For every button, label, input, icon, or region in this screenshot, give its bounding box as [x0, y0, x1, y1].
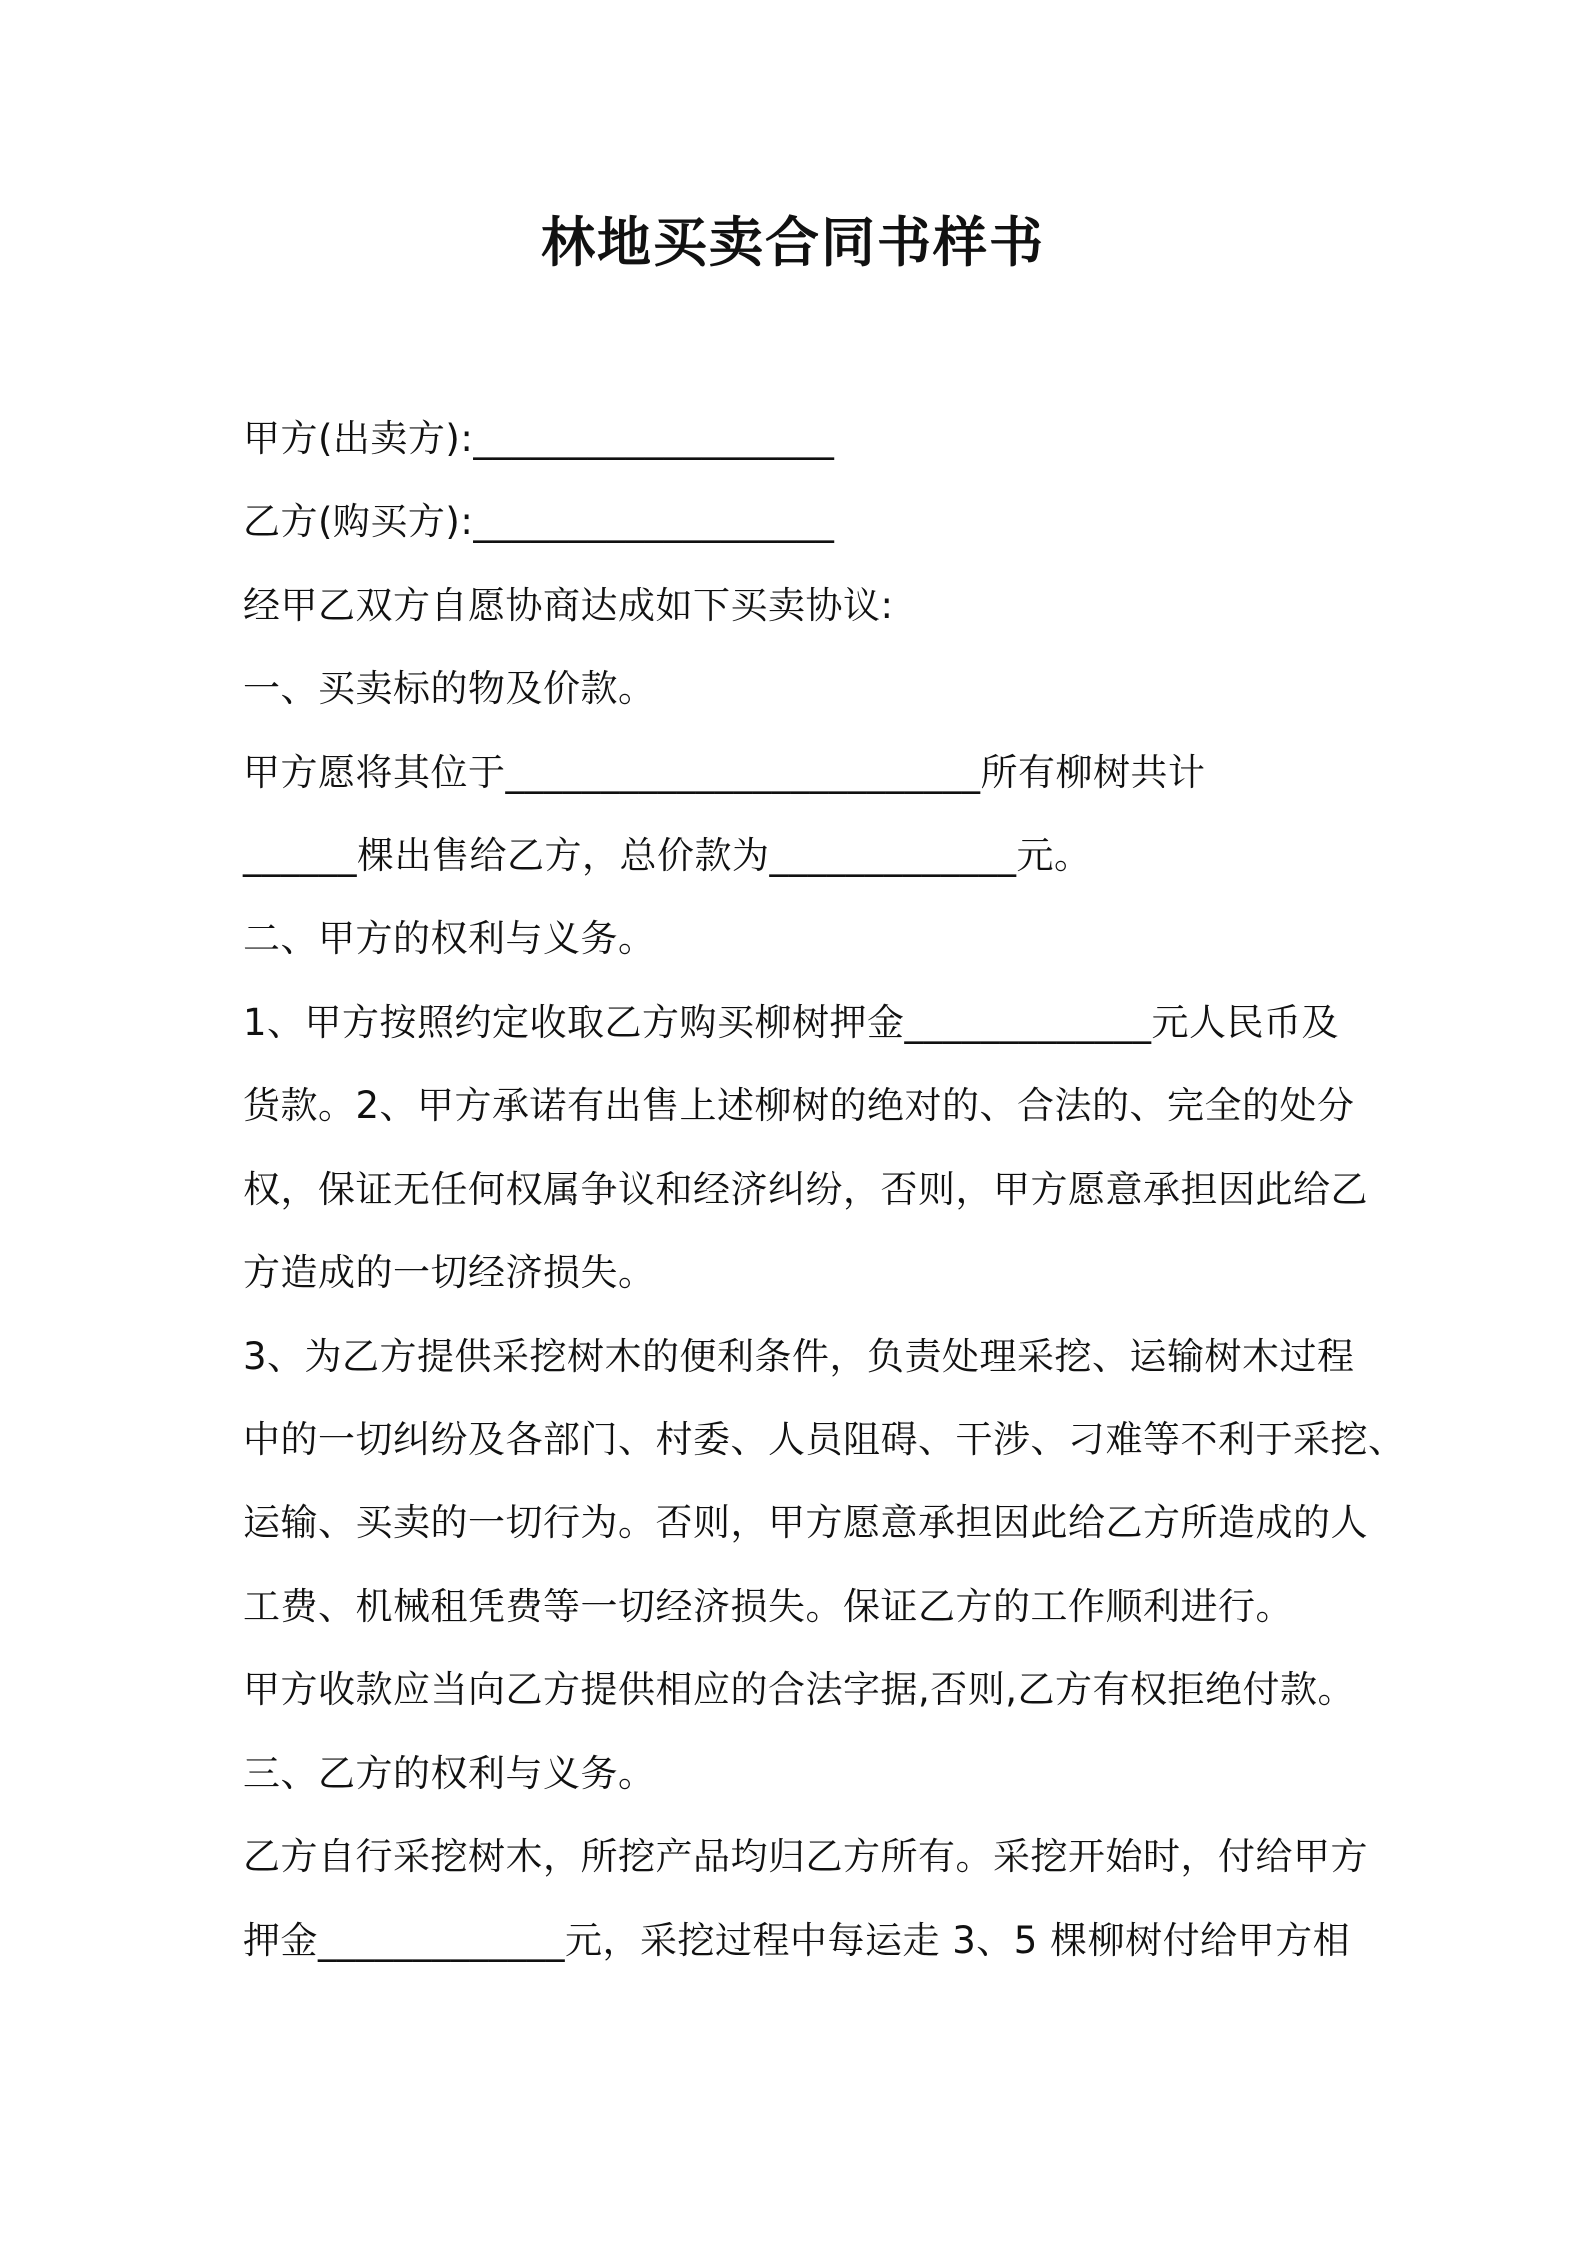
paragraph-line: 3、为乙方提供采挖树木的便利条件，负责处理采挖、运输树木过程 [243, 1335, 1355, 1378]
paragraph-line: 权，保证无任何权属争议和经济纠纷，否则，甲方愿意承担因此给乙 [243, 1168, 1368, 1211]
paragraph-line: 甲方收款应当向乙方提供相应的合法字据,否则,乙方有权拒绝付款。 [243, 1668, 1356, 1711]
paragraph-line: ______棵出售给乙方，总价款为_____________元。 [243, 834, 1092, 877]
section-heading-1: 一、买卖标的物及价款。 [243, 667, 656, 710]
paragraph-line: 1、甲方按照约定收取乙方购买柳树押金_____________元人民币及 [243, 1001, 1340, 1044]
paragraph-line: 甲方愿将其位于_________________________所有柳树共计 [243, 751, 1206, 794]
paragraph-line: 押金_____________元，采挖过程中每运走 3、5 棵柳树付给甲方相 [243, 1919, 1351, 1962]
party-b-line: 乙方(购买方):___________________ [243, 500, 835, 543]
party-a-line: 甲方(出卖方):___________________ [243, 417, 835, 460]
document-title: 林地买卖合同书样书 [541, 211, 1045, 274]
paragraph-line: 方造成的一切经济损失。 [243, 1251, 656, 1294]
section-heading-3: 三、乙方的权利与义务。 [243, 1752, 656, 1795]
paragraph-line: 工费、机械租凭费等一切经济损失。保证乙方的工作顺利进行。 [243, 1585, 1293, 1628]
section-heading-2: 二、甲方的权利与义务。 [243, 917, 656, 960]
paragraph-line: 乙方自行采挖树木，所挖产品均归乙方所有。采挖开始时，付给甲方 [243, 1835, 1368, 1878]
agreement-intro: 经甲乙双方自愿协商达成如下买卖协议: [243, 584, 894, 627]
paragraph-line: 货款。2、甲方承诺有出售上述柳树的绝对的、合法的、完全的处分 [243, 1084, 1355, 1127]
paragraph-line: 运输、买卖的一切行为。否则，甲方愿意承担因此给乙方所造成的人 [243, 1501, 1368, 1544]
paragraph-line: 中的一切纠纷及各部门、村委、人员阻碍、干涉、刁难等不利于采挖、 [243, 1418, 1406, 1461]
